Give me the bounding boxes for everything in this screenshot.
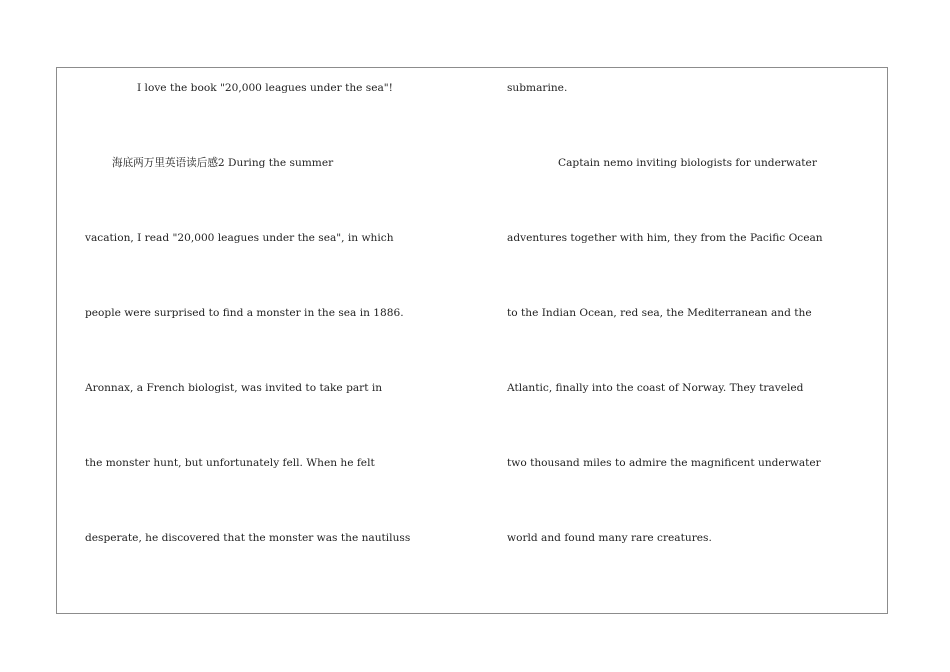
text-line: submarine. [507, 82, 568, 94]
text-line: world and found many rare creatures. [507, 532, 712, 544]
text-line: the monster hunt, but unfortunately fell. When he felt [85, 457, 375, 469]
text-line: desperate, he discovered that the monster was the nautiluss [85, 532, 411, 544]
text-line: vacation, I read "20,000 leagues under the sea", in which [85, 232, 394, 244]
text-line: adventures together with him, they from the Pacific Ocean [507, 232, 823, 244]
text-line: I love the book "20,000 leagues under the sea"! [137, 82, 393, 94]
text-line: 海底两万里英语读后感2 During the summer [112, 157, 334, 169]
text-line: Atlantic, finally into the coast of Norway. They traveled [507, 382, 804, 394]
text-line: to the Indian Ocean, red sea, the Mediterranean and the [507, 307, 812, 319]
text-line: Captain nemo inviting biologists for underwater [558, 157, 817, 169]
document-page [56, 67, 888, 614]
text-line: people were surprised to find a monster in the sea in 1886. [85, 307, 404, 319]
text-line: Aronnax, a French biologist, was invited to take part in [85, 382, 383, 394]
text-line: two thousand miles to admire the magnificent underwater [507, 457, 821, 469]
